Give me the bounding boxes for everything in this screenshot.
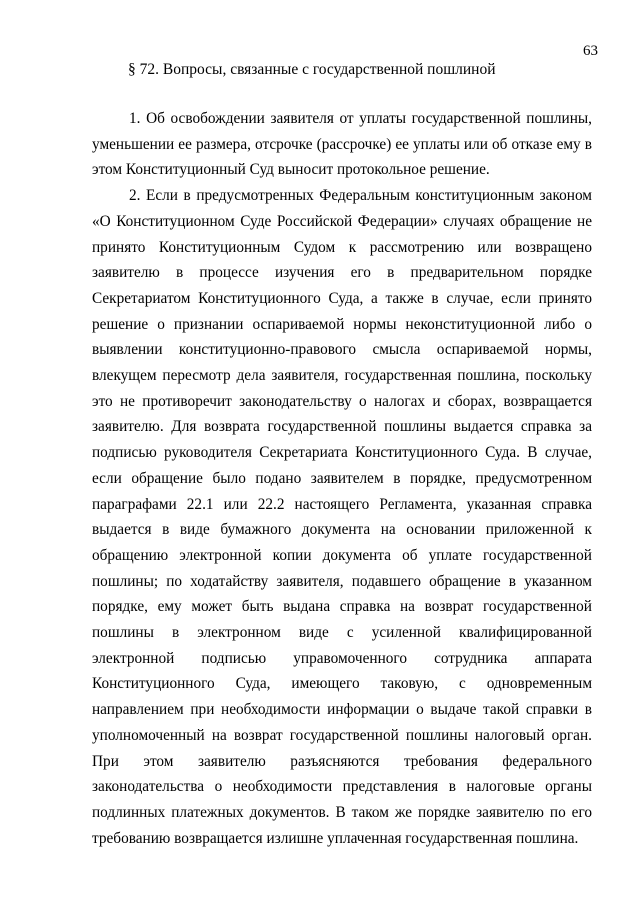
page-number: 63 bbox=[583, 43, 598, 59]
body-text bbox=[92, 106, 592, 851]
paragraph-2: 2. Если в предусмотренных Федеральным конституционным законом «О Конституционном Суде Российской Федерации» случаях обращение не принято Конституционным Судом к рассмотрению или возвращено заявителю в процессе изучения его в предварительном порядке Секретариатом Конституционного Суда, а также в случае, если принято решение о признании оспариваемой нормы неконституционной либо о выявлении конституционно-правового смысла оспариваемой нормы, влекущем пересмотр дела заявителя, государственная пошлина, поскольку это не противоречит законодательству о налогах и сборах, возвращается заявителю. Для возврата государственной пошлины выдается справка за подписью руководителя Секретариата Конституционного Суда. В случае, если обращение было подано заявителем в порядке, предусмотренном параграфами 22.1 или 22.2 настоящего Регламента, указанная справка выдается в виде бумажного документа на основании приложенной к обращению электронной копии документа об уплате государственной пошлины; по ходатайству заявителя, подавшего обращение в указанном порядке, ему может быть выдана справка на возврат государственной пошлины в электронном виде с усиленной квалифицированной электронной подписью управомоченного сотрудника аппарата Конституционного Суда, имеющего таковую, с одновременным направлением при необходимости информации о выдаче такой справки в уполномоченный на возврат государственной пошлины налоговый орган. При этом заявителю разъясняются требования федерального законодательства о необходимости представления в налоговые органы подлинных платежных документов. В таком же порядке заявителю по его требованию возвращается излишне уплаченная государственная пошлина. bbox=[92, 187, 592, 847]
paragraph-1: 1. Об освобождении заявителя от уплаты государственной пошлины, уменьшении ее размера, отсрочке (рассрочке) ее уплаты или об отказе ему в этом Конституционный Суд выносит протокольное решение. bbox=[92, 110, 592, 179]
section-heading: § 72. Вопросы, связанные с государственной пошлиной bbox=[128, 61, 496, 78]
